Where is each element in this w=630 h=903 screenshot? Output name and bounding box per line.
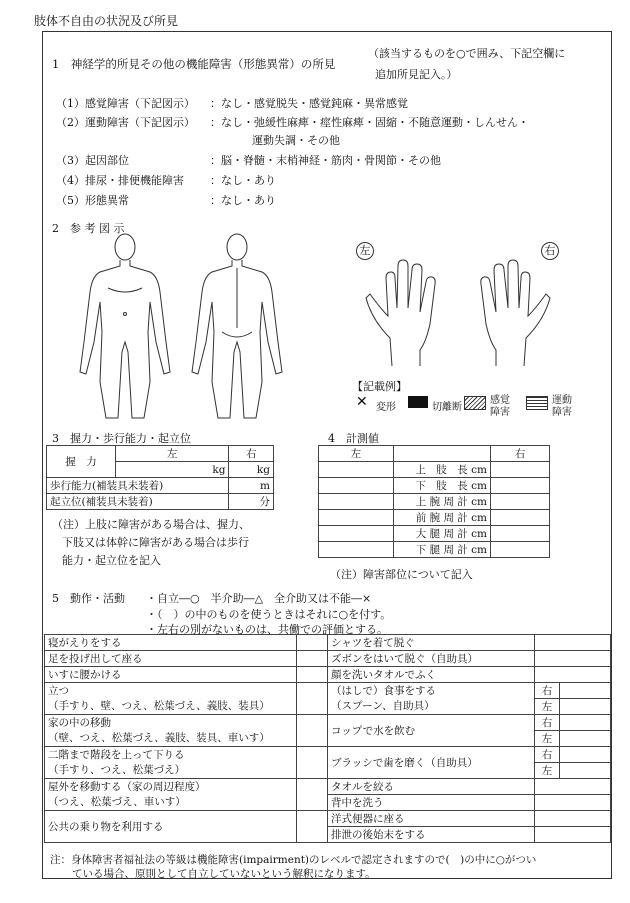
meas-item: 前 腕 周 計 cm bbox=[394, 510, 491, 526]
right-hand-figure bbox=[462, 258, 554, 368]
meas-left-header: 左 bbox=[319, 446, 394, 462]
activity-left-item: 屋外を移動する（家の周辺程度） （つえ、松葉づえ、車いす） bbox=[45, 779, 297, 811]
s1-row2-value: ：なし・弛緩性麻痺・痙性麻痺・固縮・不随意運動・しんせん・ bbox=[210, 116, 529, 129]
meas-right-cell[interactable] bbox=[491, 478, 550, 494]
activity-right-mark[interactable] bbox=[535, 795, 611, 811]
body-back-figure bbox=[182, 232, 292, 422]
right-hand-label: 右 bbox=[541, 242, 559, 260]
lr-left-label: 左 bbox=[535, 731, 560, 747]
legend-deform-icon: ✕ bbox=[356, 394, 368, 410]
activity-right-mark[interactable] bbox=[560, 699, 611, 715]
activity-right-item: ズボンをはいて脱ぐ（自助具） bbox=[328, 651, 535, 667]
meas-right-cell[interactable] bbox=[491, 526, 550, 542]
meas-left-cell[interactable] bbox=[319, 510, 394, 526]
meas-left-cell[interactable] bbox=[319, 526, 394, 542]
meas-right-cell[interactable] bbox=[491, 462, 550, 478]
activity-left-item: 足を投げ出して座る bbox=[45, 651, 297, 667]
body-front-figure bbox=[70, 232, 180, 422]
activity-right-mark[interactable] bbox=[535, 779, 611, 795]
section1-heading: 1 神経学的所見その他の機能障害（形態異常）の所見 bbox=[52, 57, 336, 71]
legend-amputation-label: 切離断 bbox=[432, 402, 462, 413]
s1-row5-value: ：なし・あり bbox=[210, 194, 276, 207]
lr-left-label: 左 bbox=[535, 763, 560, 779]
activity-right-mark[interactable] bbox=[535, 827, 611, 843]
meas-left-cell[interactable] bbox=[319, 542, 394, 558]
meas-left-cell[interactable] bbox=[319, 478, 394, 494]
activity-right-mark[interactable] bbox=[535, 651, 611, 667]
activity-right-mark[interactable] bbox=[535, 635, 611, 651]
left-hand-label: 左 bbox=[356, 242, 374, 260]
s1-row2b-value: 運動失調・その他 bbox=[252, 134, 340, 147]
stand-input[interactable]: 分 bbox=[229, 494, 274, 510]
legend-motor-label1: 運動 bbox=[552, 395, 572, 406]
activity-left-mark[interactable] bbox=[297, 651, 328, 667]
activity-left-mark[interactable] bbox=[297, 811, 328, 843]
activity-right-item: コップで水を飲む bbox=[328, 715, 535, 747]
activity-right-mark[interactable] bbox=[560, 763, 611, 779]
activity-left-mark[interactable] bbox=[297, 779, 328, 811]
s1-row4-label: （4）排尿・排便機能障害 bbox=[56, 174, 184, 187]
section5-heading: 5 動作・活動 bbox=[52, 592, 125, 605]
grip-label: 握 力 bbox=[47, 446, 116, 478]
legend-motor-swatch bbox=[526, 396, 548, 410]
grip-right-header: 右 bbox=[229, 446, 274, 462]
section1-note1: （該当するものを○で囲み、下記空欄に bbox=[368, 47, 566, 60]
legend-amputation-swatch bbox=[408, 396, 428, 408]
activity-left-item: いすに腰かける bbox=[45, 667, 297, 683]
s5-legend3: ・左右の別がないものは、共働での評価とする。 bbox=[146, 623, 388, 636]
walk-input[interactable]: m bbox=[229, 478, 274, 494]
lr-left-label: 左 bbox=[535, 699, 560, 715]
activity-table bbox=[44, 634, 611, 843]
footer-note2: ている場合、原則として自立していないという解釈になります。 bbox=[72, 868, 376, 880]
s5-legend2: ・（ ）の中のものを使うときはそれに○を付す。 bbox=[146, 608, 392, 621]
page-title: 肢体不自由の状況及び所見 bbox=[34, 14, 179, 28]
s1-row2-label: （2）運動障害（下記図示） bbox=[56, 116, 195, 129]
activity-left-item: 家の中の移動 （壁、つえ、松葉づえ、義肢、装具、車いす） bbox=[45, 715, 297, 747]
footer-note1: 注：身体障害者福祉法の等級は機能障害(impairment)のレベルで認定されますので( )の中に○がつい bbox=[50, 854, 537, 866]
activity-right-item: 背中を洗う bbox=[328, 795, 535, 811]
walk-label: 歩行能力(補装具未装着) bbox=[47, 478, 229, 494]
grip-left-input[interactable]: kg bbox=[116, 462, 229, 478]
activity-right-item: 顔を洗いタオルでふく bbox=[328, 667, 535, 683]
s3-note2: 下肢又は体幹に障害がある場合は歩行 bbox=[62, 536, 249, 549]
legend-motor-label2: 障害 bbox=[552, 407, 572, 418]
activity-right-mark[interactable] bbox=[560, 747, 611, 763]
grip-walk-table bbox=[46, 445, 274, 510]
lr-right-label: 右 bbox=[535, 747, 560, 763]
activity-left-item: 二階まで階段を上って下りる （手すり、つえ、松葉づえ） bbox=[45, 747, 297, 779]
activity-right-mark[interactable] bbox=[535, 667, 611, 683]
activity-right-mark[interactable] bbox=[560, 683, 611, 699]
activity-right-mark[interactable] bbox=[535, 811, 611, 827]
meas-left-cell[interactable] bbox=[319, 462, 394, 478]
legend-sensory-label1: 感覚 bbox=[490, 395, 510, 406]
legend-sensory-swatch bbox=[464, 396, 486, 410]
meas-item: 大 腿 周 計 cm bbox=[394, 526, 491, 542]
activity-right-item: ブラッシで歯を磨く（自助具） bbox=[328, 747, 535, 779]
meas-right-cell[interactable] bbox=[491, 494, 550, 510]
s5-legend1: ・自立―○ 半介助―△ 全介助又は不能―× bbox=[146, 592, 372, 605]
meas-right-header: 右 bbox=[491, 446, 550, 462]
activity-left-item: 公共の乗り物を利用する bbox=[45, 811, 297, 843]
section3-heading: 3 握力・歩行能力・起立位 bbox=[52, 432, 191, 445]
activity-left-mark[interactable] bbox=[297, 747, 328, 779]
activity-left-mark[interactable] bbox=[297, 667, 328, 683]
s1-row3-label: （3）起因部位 bbox=[56, 154, 129, 167]
measurement-table bbox=[318, 445, 550, 558]
s3-note1: （注）上肢に障害がある場合は、握力、 bbox=[52, 518, 250, 531]
meas-item: 上 腕 周 計 cm bbox=[394, 494, 491, 510]
left-hand-figure bbox=[362, 258, 454, 368]
meas-left-cell[interactable] bbox=[319, 494, 394, 510]
lr-right-label: 右 bbox=[535, 683, 560, 699]
meas-center-header bbox=[394, 446, 491, 462]
legend-deform-label: 変形 bbox=[376, 402, 396, 413]
meas-item: 上 肢 長 cm bbox=[394, 462, 491, 478]
section4-heading: 4 計測値 bbox=[328, 432, 379, 445]
activity-right-mark[interactable] bbox=[560, 731, 611, 747]
activity-left-item: 立つ （手すり、壁、つえ、松葉づえ、義肢、装具） bbox=[45, 683, 297, 715]
section2-heading: 2 参 考 図 示 bbox=[52, 222, 125, 235]
s4-note: （注）障害部位について記入 bbox=[330, 568, 473, 581]
s1-row4-value: ：なし・あり bbox=[210, 174, 276, 187]
activity-right-item: シャツを着て脱ぐ bbox=[328, 635, 535, 651]
s1-row5-label: （5）形態異常 bbox=[56, 194, 129, 207]
activity-left-mark[interactable] bbox=[297, 683, 328, 715]
legend-title: 【記載例】 bbox=[352, 380, 407, 393]
meas-right-cell[interactable] bbox=[491, 542, 550, 558]
legend-sensory-label2: 障害 bbox=[490, 407, 510, 418]
stand-label: 起立位(補装具未装着) bbox=[47, 494, 229, 510]
activity-right-item: 洋式便器に座る bbox=[328, 811, 535, 827]
activity-right-item: （はしで）食事をする （スプーン、自助具） bbox=[328, 683, 535, 715]
activity-left-mark[interactable] bbox=[297, 635, 328, 651]
s1-row1-value: ：なし・感覚脱失・感覚鈍麻・異常感覚 bbox=[210, 97, 408, 110]
activity-right-item: 排泄の後始末をする bbox=[328, 827, 535, 843]
meas-right-cell[interactable] bbox=[491, 510, 550, 526]
activity-right-mark[interactable] bbox=[560, 715, 611, 731]
lr-right-label: 右 bbox=[535, 715, 560, 731]
section1-note2: 追加所見記入。） bbox=[375, 68, 458, 81]
s1-row1-label: （1）感覚障害（下記図示） bbox=[56, 97, 195, 110]
grip-right-input[interactable]: kg bbox=[229, 462, 274, 478]
activity-left-item: 寝がえりをする bbox=[45, 635, 297, 651]
grip-left-header: 左 bbox=[116, 446, 229, 462]
meas-item: 下 腿 周 計 cm bbox=[394, 542, 491, 558]
activity-right-item: タオルを絞る bbox=[328, 779, 535, 795]
meas-item: 下 肢 長 cm bbox=[394, 478, 491, 494]
s3-note3: 能力・起立位を記入 bbox=[62, 554, 161, 567]
s1-row3-value: ：脳・脊髄・末梢神経・筋肉・骨関節・その他 bbox=[210, 154, 441, 167]
activity-left-mark[interactable] bbox=[297, 715, 328, 747]
